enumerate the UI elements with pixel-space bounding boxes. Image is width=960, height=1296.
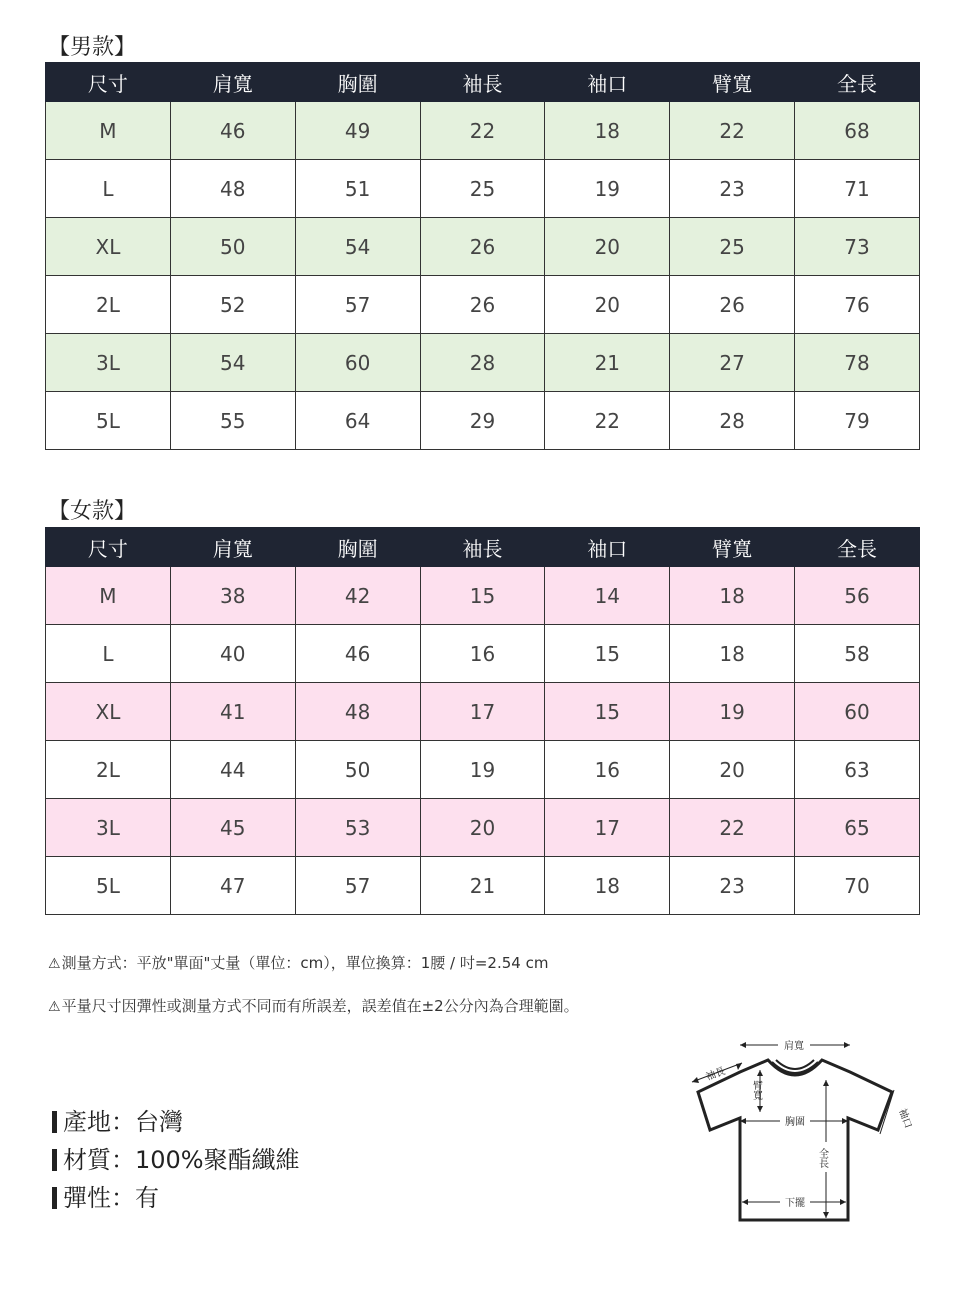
bullet-bar-icon	[52, 1187, 57, 1209]
label-chest: 胸圍	[785, 1117, 805, 1128]
measurement-cell: 42	[295, 567, 420, 625]
bullet-bar-icon	[52, 1111, 57, 1133]
measurement-cell: 46	[295, 625, 420, 683]
measurement-cell: 23	[670, 857, 795, 915]
measurement-cell: 20	[545, 276, 670, 334]
women-header-cell: 袖長	[420, 528, 545, 567]
measurement-cell: 44	[170, 741, 295, 799]
men-header-row	[46, 63, 920, 102]
size-label-cell: 2L	[46, 741, 171, 799]
women-section-title: 【女款】	[48, 499, 137, 524]
size-label-cell: XL	[46, 218, 171, 276]
label-sleeve-length: 袖長	[704, 1065, 728, 1084]
size-label-cell: L	[46, 160, 171, 218]
measurement-cell: 25	[670, 218, 795, 276]
measurement-cell: 20	[670, 741, 795, 799]
size-label-cell: XL	[46, 683, 171, 741]
measurement-cell: 22	[545, 392, 670, 450]
measurement-cell: 17	[420, 683, 545, 741]
size-label-cell: 5L	[46, 392, 171, 450]
material-info	[52, 1140, 300, 1175]
measurement-cell: 22	[420, 102, 545, 160]
measurement-cell: 73	[795, 218, 920, 276]
measurement-cell: 16	[545, 741, 670, 799]
measurement-cell: 58	[795, 625, 920, 683]
measurement-cell: 17	[545, 799, 670, 857]
size-label-cell: 5L	[46, 857, 171, 915]
men-header-cell: 袖口	[545, 63, 670, 102]
measurement-cell: 16	[420, 625, 545, 683]
men-header-cell: 尺寸	[46, 63, 171, 102]
measurement-cell: 64	[295, 392, 420, 450]
table-row	[46, 102, 920, 160]
men-table-body	[46, 102, 920, 450]
men-header-cell: 肩寬	[170, 63, 295, 102]
measurement-cell: 20	[545, 218, 670, 276]
measurement-cell: 54	[295, 218, 420, 276]
measurement-cell: 29	[420, 392, 545, 450]
measurement-cell: 18	[670, 625, 795, 683]
size-label-cell: 3L	[46, 334, 171, 392]
measurement-cell: 46	[170, 102, 295, 160]
label-hem: 下擺	[785, 1198, 805, 1209]
measurement-cell: 57	[295, 276, 420, 334]
measurement-cell: 26	[420, 218, 545, 276]
measurement-cell: 22	[670, 102, 795, 160]
table-row	[46, 741, 920, 799]
warning-triangle-icon: ⚠	[48, 999, 61, 1015]
men-section-title: 【男款】	[48, 35, 137, 60]
measurement-cell: 19	[420, 741, 545, 799]
women-header-cell: 尺寸	[46, 528, 171, 567]
measurement-cell: 19	[545, 160, 670, 218]
measurement-cell: 21	[420, 857, 545, 915]
measurement-cell: 57	[295, 857, 420, 915]
measurement-cell: 60	[795, 683, 920, 741]
women-header-cell: 袖口	[545, 528, 670, 567]
measurement-cell: 56	[795, 567, 920, 625]
table-row	[46, 160, 920, 218]
measurement-cell: 45	[170, 799, 295, 857]
table-row	[46, 334, 920, 392]
measurement-cell: 15	[420, 567, 545, 625]
women-table-body	[46, 567, 920, 915]
men-header-cell: 臂寬	[670, 63, 795, 102]
men-size-table	[45, 62, 920, 450]
measurement-cell: 19	[670, 683, 795, 741]
measurement-cell: 41	[170, 683, 295, 741]
warning-triangle-icon: ⚠	[48, 956, 61, 972]
measurement-cell: 70	[795, 857, 920, 915]
table-row	[46, 625, 920, 683]
table-row	[46, 276, 920, 334]
measurement-cell: 48	[170, 160, 295, 218]
measurement-cell: 55	[170, 392, 295, 450]
elasticity-info	[52, 1178, 159, 1213]
measurement-cell: 63	[795, 741, 920, 799]
measurement-cell: 26	[420, 276, 545, 334]
men-header-cell: 袖長	[420, 63, 545, 102]
size-label-cell: L	[46, 625, 171, 683]
men-header-cell: 全長	[795, 63, 920, 102]
measurement-cell: 78	[795, 334, 920, 392]
women-header-cell: 胸圍	[295, 528, 420, 567]
table-row	[46, 392, 920, 450]
tolerance-note	[48, 995, 579, 1016]
women-header-row	[46, 528, 920, 567]
origin-text: 產地：台灣	[63, 1108, 183, 1136]
size-label-cell: 2L	[46, 276, 171, 334]
measurement-cell: 65	[795, 799, 920, 857]
measurement-cell: 48	[295, 683, 420, 741]
measurement-cell: 18	[545, 857, 670, 915]
women-header-cell: 臂寬	[670, 528, 795, 567]
measurement-cell: 47	[170, 857, 295, 915]
table-row	[46, 683, 920, 741]
table-row	[46, 799, 920, 857]
measurement-cell: 22	[670, 799, 795, 857]
women-header-cell: 全長	[795, 528, 920, 567]
measurement-cell: 51	[295, 160, 420, 218]
measurement-cell: 76	[795, 276, 920, 334]
tolerance-note-text: 平量尺寸因彈性或測量方式不同而有所誤差，誤差值在±2公分內為合理範圍。	[61, 997, 579, 1015]
measurement-cell: 50	[295, 741, 420, 799]
measurement-cell: 15	[545, 683, 670, 741]
measurement-cell: 71	[795, 160, 920, 218]
measurement-note-text: 測量方式：平放"單面"丈量（單位：cm），單位換算：1腰 / 吋=2.54 cm	[61, 954, 549, 972]
label-length: 全長	[816, 1148, 828, 1168]
label-cuff: 袖口	[896, 1107, 914, 1130]
tshirt-measurement-icon	[680, 1030, 920, 1230]
measurement-cell: 60	[295, 334, 420, 392]
measurement-cell: 21	[545, 334, 670, 392]
measurement-cell: 20	[420, 799, 545, 857]
measurement-cell: 50	[170, 218, 295, 276]
measurement-cell: 38	[170, 567, 295, 625]
measurement-cell: 25	[420, 160, 545, 218]
label-shoulder: 肩寬	[784, 1041, 804, 1052]
label-arm-width: 臂寬	[750, 1080, 762, 1100]
measurement-cell: 68	[795, 102, 920, 160]
measurement-cell: 53	[295, 799, 420, 857]
women-size-table	[45, 527, 920, 915]
origin-info	[52, 1102, 183, 1137]
table-row	[46, 218, 920, 276]
size-label-cell: M	[46, 567, 171, 625]
measurement-note	[48, 952, 548, 973]
measurement-cell: 26	[670, 276, 795, 334]
measurement-cell: 79	[795, 392, 920, 450]
measurement-cell: 14	[545, 567, 670, 625]
table-row	[46, 857, 920, 915]
measurement-cell: 28	[420, 334, 545, 392]
measurement-cell: 18	[670, 567, 795, 625]
table-row	[46, 567, 920, 625]
measurement-cell: 27	[670, 334, 795, 392]
size-label-cell: 3L	[46, 799, 171, 857]
women-header-cell: 肩寬	[170, 528, 295, 567]
material-text: 材質：100%聚酯纖維	[63, 1146, 300, 1174]
measurement-cell: 28	[670, 392, 795, 450]
measurement-cell: 15	[545, 625, 670, 683]
measurement-cell: 52	[170, 276, 295, 334]
measurement-cell: 23	[670, 160, 795, 218]
bullet-bar-icon	[52, 1149, 57, 1171]
men-header-cell: 胸圍	[295, 63, 420, 102]
measurement-cell: 40	[170, 625, 295, 683]
size-label-cell: M	[46, 102, 171, 160]
measurement-cell: 18	[545, 102, 670, 160]
measurement-cell: 49	[295, 102, 420, 160]
elasticity-text: 彈性：有	[63, 1184, 159, 1212]
measurement-cell: 54	[170, 334, 295, 392]
